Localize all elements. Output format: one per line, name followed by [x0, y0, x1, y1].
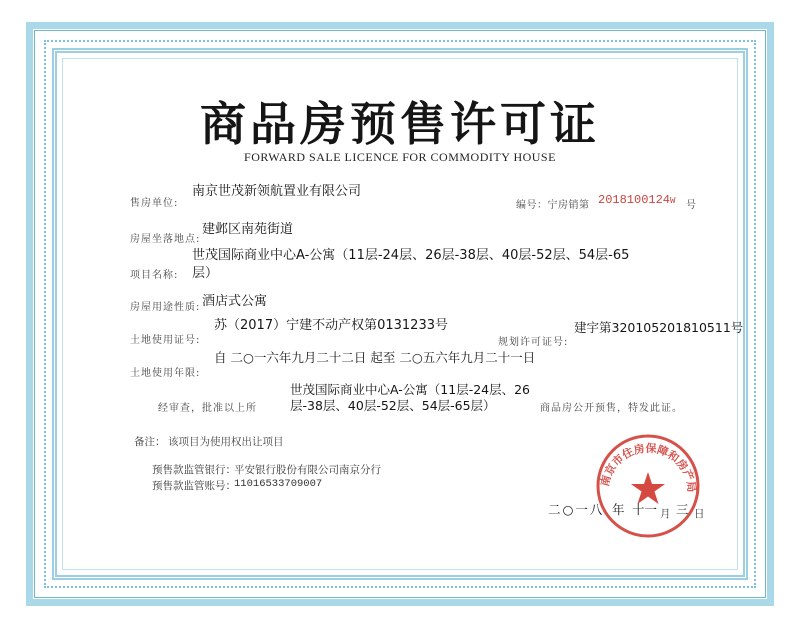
- project-label: 项目名称:: [130, 270, 179, 281]
- land-cert-label: 土地使用证号:: [130, 335, 201, 346]
- approval-value-line2: 层-38层、40层-52层、54层-65层）: [290, 398, 496, 413]
- location-label: 房屋坐落地点:: [130, 234, 201, 245]
- approval-suffix: 商品房公开预售，特发此证。: [540, 403, 683, 414]
- certificate-subtitle: FORWARD SALE LICENCE FOR COMMODITY HOUSE: [244, 150, 556, 164]
- official-seal: [592, 430, 704, 542]
- issue-date-month-mark: 月: [660, 508, 671, 520]
- remark-label: 备注：: [134, 436, 166, 448]
- planning-label: 规划许可证号:: [498, 337, 569, 348]
- license-number-prefix: 编号：宁房销第: [516, 200, 590, 211]
- issue-date-month: 十一: [632, 502, 658, 517]
- account-label: 预售款监管账号：: [152, 480, 236, 492]
- license-number-suffix: 号: [686, 200, 697, 211]
- approval-prefix: 经审查，批准以上所: [158, 403, 257, 414]
- seal-text: 南京市住房保障和房产局: [598, 441, 699, 493]
- planning-value: 建宇第320105201810511号: [574, 320, 744, 335]
- certificate-title: 商品房预售许可证: [200, 97, 600, 151]
- remark-value: 该项目为使用权出让项目: [168, 436, 284, 448]
- license-number: 2018100124W: [598, 193, 676, 207]
- bank-label: 预售款监管银行：: [152, 464, 236, 476]
- location-value: 建邺区南苑街道: [202, 222, 294, 237]
- seller-value: 南京世茂新领航置业有限公司: [192, 184, 362, 199]
- issue-date-year: 二○一八: [548, 502, 605, 517]
- term-value: 自 二○一六年九月二十二日 起至 二○五六年九月二十一日: [214, 350, 536, 365]
- land-cert-value: 苏（2017）宁建不动产权第0131233号: [214, 318, 448, 333]
- account-value: 11016533709007: [234, 478, 323, 490]
- seller-label: 售房单位:: [130, 198, 179, 209]
- project-value-line1: 世茂国际商业中心A-公寓（11层-24层、26层-38层、40层-52层、54层-65: [192, 248, 630, 263]
- usage-value: 酒店式公寓: [202, 294, 268, 309]
- usage-label: 房屋用途性质:: [130, 302, 201, 313]
- term-label: 土地使用年限:: [130, 368, 201, 379]
- bank-value: 平安银行股份有限公司南京分行: [234, 464, 381, 476]
- approval-value-line1: 世茂国际商业中心A-公寓（11层-24层、26: [290, 382, 531, 397]
- project-value-line2: 层）: [192, 266, 219, 281]
- issue-date-year-mark: 年: [612, 502, 625, 517]
- issue-date-day: 三: [676, 502, 689, 517]
- issue-date-day-mark: 日: [694, 508, 705, 520]
